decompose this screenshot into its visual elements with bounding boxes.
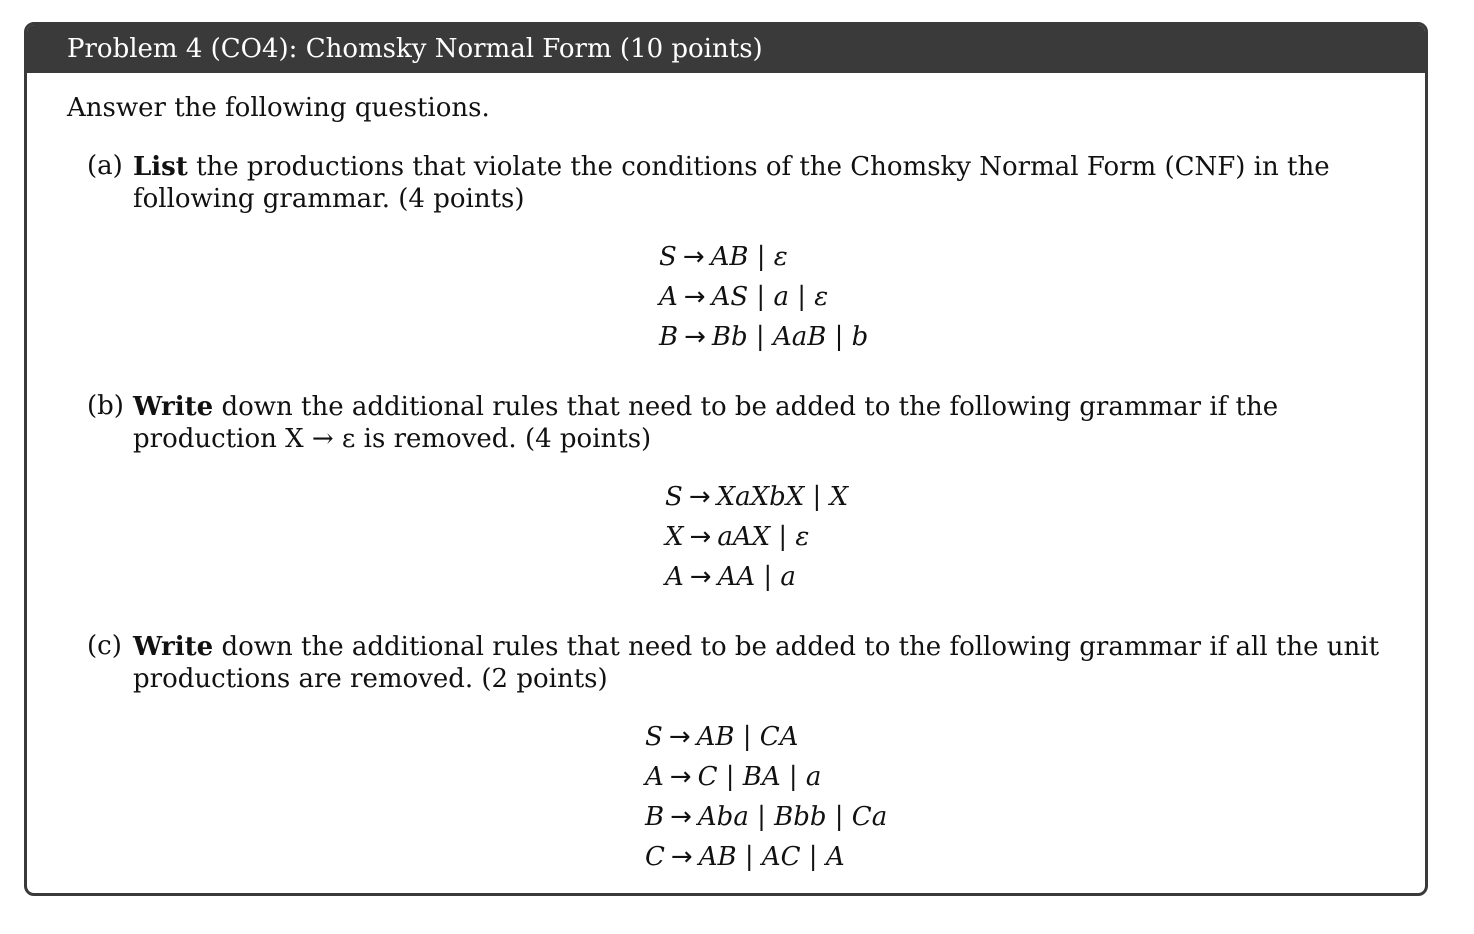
part-b-lead: Write — [133, 392, 214, 422]
arrow-icon: → — [669, 762, 692, 792]
part-c-text: down the additional rules that need to be added to the following grammar if all the unit productions are removed. (2 points) — [133, 632, 1380, 694]
grammar-a — [659, 237, 868, 357]
arrow-icon: → — [670, 842, 693, 872]
grammar-rule: A → AA | a — [665, 562, 796, 592]
arrow-icon: → — [683, 282, 706, 312]
grammar-rule: B → Bb | AaB | b — [659, 322, 869, 352]
part-a-label: (a) — [87, 151, 123, 181]
part-b-question — [133, 391, 1397, 455]
part-b-label: (b) — [87, 391, 124, 421]
grammar-rule: X → aAX | ε — [665, 522, 810, 552]
grammar-c — [645, 717, 887, 877]
grammar-rule: A → AS | a | ε — [659, 282, 829, 312]
intro-text: Answer the following questions. — [67, 93, 490, 123]
part-a-question — [133, 151, 1397, 215]
grammar-rule: S → AB | CA — [645, 722, 799, 752]
arrow-icon: → — [689, 522, 712, 552]
part-a — [87, 151, 1397, 215]
arrow-icon: → — [670, 802, 692, 832]
arrow-icon: → — [688, 482, 711, 512]
problem-box — [24, 22, 1428, 896]
grammar-rule: B → Aba | Bbb | Ca — [645, 802, 888, 832]
part-c-lead: Write — [133, 632, 214, 662]
grammar-rule: S → XaXbX | X — [665, 482, 849, 512]
part-c-question — [133, 631, 1397, 695]
arrow-icon: → — [682, 242, 705, 272]
part-a-lead: List — [133, 152, 188, 182]
grammar-rule: S → AB | ε — [659, 242, 788, 272]
part-b-text: down the additional rules that need to be added to the following grammar if the production X → ε is removed. (4 points) — [133, 392, 1279, 454]
grammar-rule: C → AB | AC | A — [645, 842, 845, 872]
problem-title: Problem 4 (CO4): Chomsky Normal Form (10 points) — [27, 25, 1425, 73]
part-c — [87, 631, 1397, 695]
part-a-text: the productions that violate the conditions of the Chomsky Normal Form (CNF) in the following grammar. (4 points) — [133, 152, 1330, 214]
arrow-icon: → — [668, 722, 691, 752]
part-c-label: (c) — [87, 631, 122, 661]
part-b — [87, 391, 1397, 455]
grammar-rule: A → C | BA | a — [645, 762, 822, 792]
arrow-icon: → — [689, 562, 712, 592]
grammar-b — [665, 477, 848, 597]
arrow-icon: → — [684, 322, 706, 352]
